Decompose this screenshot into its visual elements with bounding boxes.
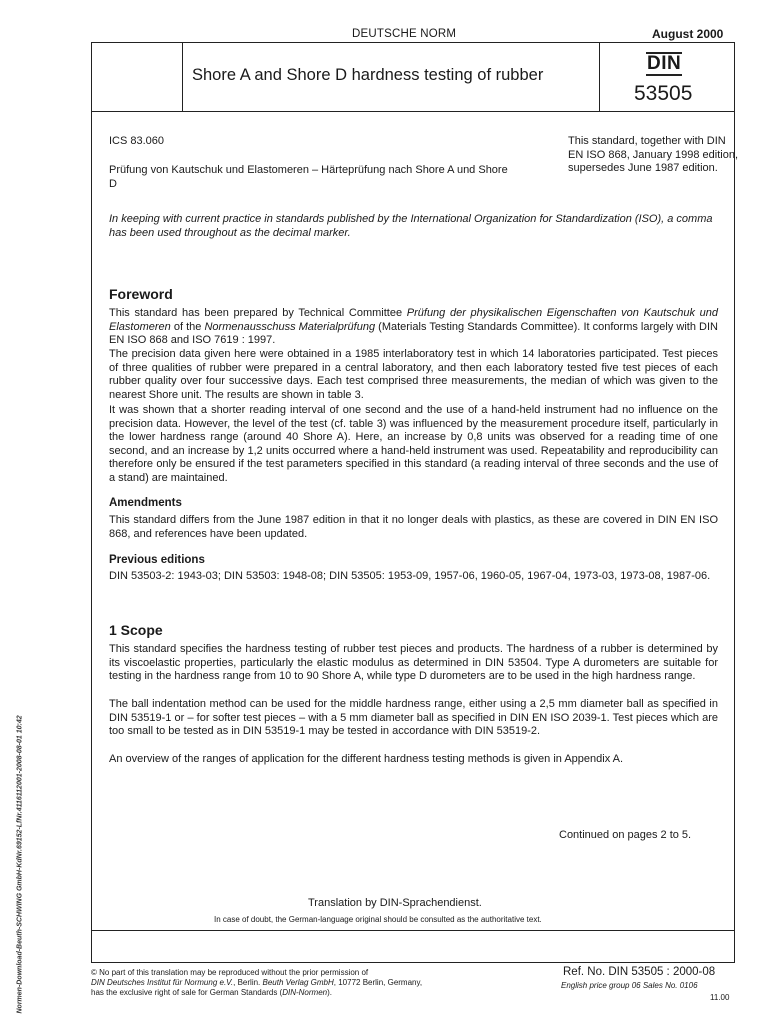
continued-note: Continued on pages 2 to 5. [559, 829, 692, 841]
download-stamp: Normen-Download-Beuth-SCHWING GmbH-KdNr.69152-LfNr.4116112001-2008-08-01 10:42 [16, 715, 24, 1014]
foreword-paragraph-3: It was shown that a shorter reading interval of one second and the use of a hand-held instrument had no influence on the precision data. However, the level of the test (cf. table 3) was influenced by the measurement procedure itself, particularly in the lower hardness range (around 40 Shore A). Here, an increase by 0,8 units was observed for a reading time of one second, and an increase by 1,2 units occurred where a hand-held instrument was used. Repeatability and reproducibility can therefore only be ensured if the test parameters specified in this standard (a reading interval of three seconds and the use of a stand) are maintained. [109, 404, 718, 484]
title-right-divider [599, 42, 600, 111]
ics-code: ICS 83.060 [109, 135, 165, 147]
standard-number: 53505 [634, 82, 693, 105]
foreword-paragraph-2: The precision data given here were obtained in a 1985 interlaboratory test in which 14 laboratories participated. Test pieces of three qualities of rubber were prepared in a central laboratory, and then each laboratory tested five test pieces of each rubber quality over four successive days. Each test comprised three measurements, the median of which was given to the nearest Shore unit. The results are shown in table 3. [109, 348, 718, 401]
price-group: English price group 06 Sales No. 0106 [561, 981, 698, 990]
amendments-text: This standard differs from the June 1987 edition in that it no longer deals with plastics, as these are covered in DIN EN ISO 868, and references have been updated. [109, 514, 718, 540]
document-title: Shore A and Shore D hardness testing of rubber [192, 66, 544, 84]
scope-heading: 1 Scope [109, 622, 163, 638]
supersedes-note: This standard, together with DIN EN ISO 868, January 1998 edition, supersedes June 1987 edition. [568, 135, 738, 175]
decimal-marker-note: In keeping with current practice in standards published by the International Organization for Standardization (ISO), a comma has been used throughout as the decimal marker. [109, 213, 713, 239]
scope-paragraph-1: This standard specifies the hardness testing of rubber test pieces and products. The hardness of a rubber is determined by its viscoelastic properties, particularly the elastic modulus as determined in DIN 53504. Type A durometers are suitable for testing in the hardness range from 10 to 90 Shore A, while type D durometers are to be used in the high hardness range. [109, 643, 718, 683]
foreword-paragraph-1: This standard has been prepared by Technical Committee Prüfung der physikalischen Eigenschaften von Kautschuk und Elastomeren of the Normenausschuss Materialprüfung (Materials Testing Standards Committee). It conforms largely with DIN EN ISO 868 and ISO 7619 : 1997. [109, 307, 719, 347]
reference-number: Ref. No. DIN 53505 : 2000-08 [563, 966, 716, 978]
edition-date: August 2000 [652, 27, 724, 41]
title-divider [91, 111, 735, 112]
copyright-notice: © No part of this translation may be reproduced without the prior permission of DIN Deutsches Institut für Normung e.V., Berlin. Beuth Verlag GmbH, 10772 Berlin, Germany, has the exclusive right of sale for German Standards (DIN-Normen). [91, 968, 423, 997]
document-type: DEUTSCHE NORM [352, 28, 457, 40]
authority-note: In case of doubt, the German-language original should be consulted as the authoritative text. [214, 915, 542, 924]
footer-divider [91, 930, 735, 931]
german-title: Prüfung von Kautschuk und Elastomeren – Härteprüfung nach Shore A und Shore D [109, 164, 508, 190]
previous-editions-text: DIN 53503-2: 1943-03; DIN 53503: 1948-08; DIN 53505: 1953-09, 1957-06, 1960-05, 1967-04, 1973-03, 1973-08, 1987-06. [109, 570, 711, 582]
title-left-divider [182, 42, 183, 111]
scope-paragraph-3: An overview of the ranges of application for the different hardness testing methods is given in Appendix A. [109, 753, 624, 765]
foreword-heading: Foreword [109, 286, 173, 302]
version-code: 11.00 [710, 993, 730, 1002]
scope-paragraph-2: The ball indentation method can be used for the middle hardness range, either using a 2,5 mm diameter ball as specified in DIN 53519-1 or – for softer test pieces – with a 5 mm diameter ball as specified in DIN EN ISO 2039-1. Test pieces which are too small to be tested as in DIN 53519-1 may be tested in accordance with DIN 53519-2. [109, 698, 718, 738]
din-logo: DIN [647, 53, 682, 74]
previous-editions-heading: Previous editions [109, 554, 205, 566]
translation-note: Translation by DIN-Sprachendienst. [308, 897, 482, 909]
amendments-heading: Amendments [109, 497, 182, 509]
